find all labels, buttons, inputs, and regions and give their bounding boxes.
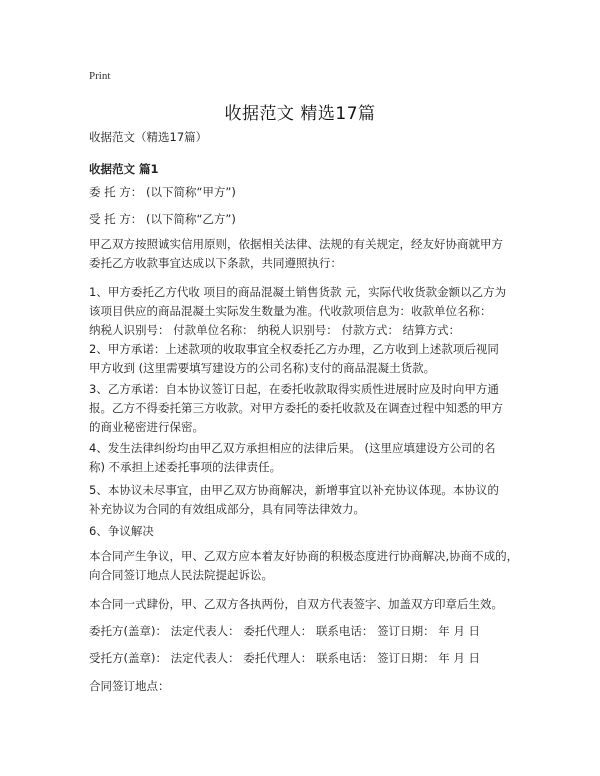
- clause-3-paragraph: [89, 380, 519, 437]
- clause-5-paragraph: [89, 481, 519, 519]
- paragraph-line: 向合同签订地点人民法院提起诉讼。: [89, 568, 273, 582]
- client-signature-line: 委托方(盖章)： 法定代表人： 委托代理人： 联系电话： 签订日期： 年 月 日: [89, 624, 481, 638]
- client-line: 委 托 方： (以下简称“甲方”): [89, 185, 236, 199]
- paragraph-line: 补充协议为合同的有效组成部分，具有同等法律效力。: [89, 502, 365, 516]
- page-title: 收据范文 精选17篇: [224, 104, 376, 124]
- paragraph-line: 1、甲方委托乙方代收 项目的商品混凝土销售货款 元，实际代收货款金额以乙方为: [89, 285, 507, 299]
- paragraph-line: 委托乙方收款事宜达成以下条款，共同遵照执行：: [89, 256, 342, 270]
- paragraph-line: 甲乙双方按照诚实信用原则，依据相关法律、法规的有关规定，经友好协商就甲方: [89, 237, 503, 251]
- paragraph-line: 该项目供应的商品混凝土实际发生数量为准。代收款项信息为：收款单位名称：: [89, 304, 492, 318]
- trustee-line: 受 托 方： (以下简称“乙方”): [89, 212, 236, 226]
- paragraph-line: 本合同产生争议，甲、乙双方应本着友好协商的积极态度进行协商解决,协商不成的，: [89, 549, 519, 563]
- paragraph-line: 3、乙方承诺：自本协议签订日起，在委托收款取得实质性进展时应及时向甲方通: [89, 382, 499, 396]
- intro-paragraph: [89, 235, 519, 273]
- clause-6-paragraph: [89, 547, 519, 585]
- paragraph-line: 5、本协议未尽事宜，由甲乙双方协商解决，新增事宜以补充协议体现。本协议的: [89, 483, 499, 497]
- sign-place-line: 合同签订地点：: [89, 679, 170, 693]
- clause-4-paragraph: [89, 439, 519, 477]
- paragraph-line: 甲方收到 (这里需要填写建设方的公司名称)支付的商品混凝土货款。: [89, 361, 436, 375]
- paragraph-line: 报。乙方不得委托第三方收款。对甲方委托的委托收款及在调查过程中知悉的甲方: [89, 401, 503, 415]
- paragraph-line: 2、甲方承诺：上述款项的收取事宜全权委托乙方办理，乙方收到上述款项后视同: [89, 342, 499, 356]
- clause-2-paragraph: [89, 340, 519, 378]
- paragraph-line: 4、发生法律纠纷均由甲乙双方承担相应的法律后果。 (这里应填建设方公司的名: [89, 441, 496, 455]
- print-label: Print: [89, 70, 111, 82]
- clause-6-heading: 6、争议解决: [89, 524, 154, 538]
- trustee-signature-line: 受托方(盖章)： 法定代表人： 委托代理人： 联系电话： 签订日期： 年 月 日: [89, 651, 481, 665]
- clause-1-paragraph: [89, 283, 519, 340]
- paragraph-line: 纳税人识别号： 付款单位名称： 纳税人识别号： 付款方式： 结算方式：: [89, 323, 461, 337]
- document-subtitle: 收据范文（精选17篇）: [89, 130, 208, 144]
- paragraph-line: 的商业秘密进行保密。: [89, 420, 204, 434]
- paragraph-line: 称) 不承担上述委托事项的法律责任。: [89, 460, 282, 474]
- copies-clause: 本合同一式肆份，甲、乙双方各执两份，自双方代表签字、加盖双方印章后生效。: [89, 597, 503, 611]
- section-heading: 收据范文 篇1: [89, 162, 159, 176]
